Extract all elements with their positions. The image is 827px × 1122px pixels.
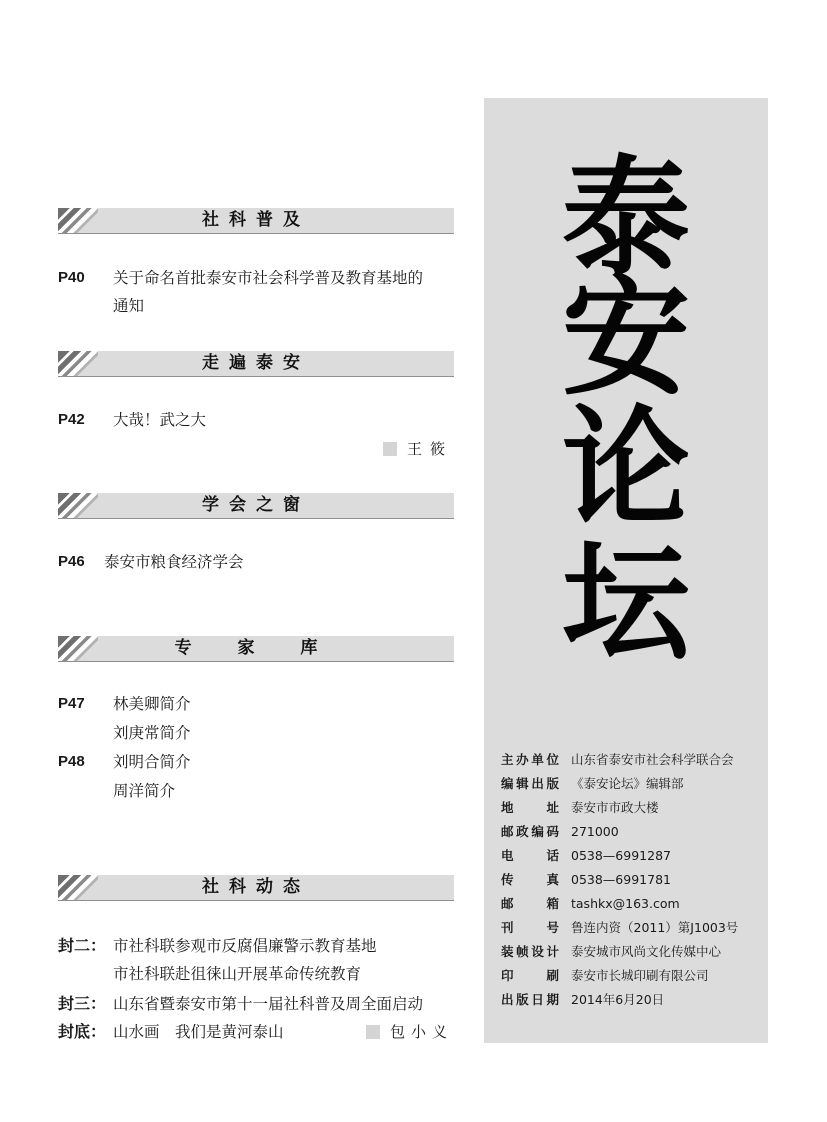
entry-title: 周洋简介 [113, 782, 176, 800]
toc-entry[interactable] [0, 748, 460, 806]
toc-entry[interactable] [0, 406, 460, 436]
square-marker-icon [383, 442, 397, 456]
cover-label: 封三： [58, 994, 107, 1013]
masthead-panel [484, 98, 768, 1043]
square-marker-icon [366, 1025, 380, 1039]
entry-title: 泰安市粮食经济学会 [104, 553, 244, 571]
section-header-society-window [58, 493, 454, 519]
entry-title: 林美卿简介 [113, 695, 191, 713]
page-number: P46 [58, 553, 85, 570]
masthead-char: 坛 [561, 528, 690, 678]
info-value: tashkx@163.com [571, 896, 680, 911]
info-label: 刊号 [501, 920, 559, 935]
info-row [501, 988, 766, 1012]
section-title: 社科普及 [202, 210, 310, 230]
author-name: 包小义 [389, 1023, 453, 1041]
info-label: 电话 [501, 848, 559, 863]
page-number: P48 [58, 753, 85, 770]
info-row [501, 964, 766, 988]
masthead-char: 安 [561, 263, 690, 413]
author-name: 王筱 [406, 440, 453, 458]
cover-text: 山水画 我们是黄河泰山 [113, 1023, 284, 1041]
info-row [501, 892, 766, 916]
entry-title: 刘庚常简介 [113, 724, 191, 742]
info-label: 编辑出版 [501, 776, 559, 791]
info-value: 0538—6991287 [571, 848, 671, 863]
info-value: 《泰安论坛》编辑部 [571, 776, 684, 791]
section-header-social-science [58, 208, 454, 234]
cover-text: 市社科联赴徂徕山开展革命传统教育 [113, 965, 362, 983]
info-value: 山东省泰安市社会科学联合会 [571, 752, 734, 767]
toc-entry[interactable] [0, 264, 460, 324]
info-value: 鲁连内资（2011）第J1003号 [571, 920, 739, 935]
info-value: 泰安城市风尚文化传媒中心 [571, 944, 722, 959]
info-label: 印刷 [501, 968, 559, 983]
section-header-news [58, 875, 454, 901]
toc-entry[interactable] [0, 548, 460, 578]
section-title: 专 家 库 [174, 638, 338, 658]
entry-title: 大哉！武之大 [113, 411, 207, 429]
info-value: 0538—6991781 [571, 872, 671, 887]
page-number: P40 [58, 269, 85, 286]
info-label: 邮箱 [501, 896, 559, 911]
info-label: 地址 [501, 800, 559, 815]
info-row [501, 748, 766, 772]
info-value: 2014年6月20日 [571, 992, 665, 1007]
info-label: 出版日期 [501, 992, 559, 1007]
info-label: 邮政编码 [501, 824, 559, 839]
info-label: 主办单位 [501, 752, 559, 767]
info-value: 271000 [571, 824, 619, 839]
info-row [501, 916, 766, 940]
entry-title: 关于命名首批泰安市社会科学普及教育基地的 [113, 269, 424, 287]
section-title: 学会之窗 [202, 495, 310, 515]
section-title: 走遍泰安 [202, 353, 310, 373]
info-row [501, 868, 766, 892]
cover-text: 山东省暨泰安市第十一届社科普及周全面启动 [113, 995, 424, 1013]
section-title: 社科动态 [202, 877, 310, 897]
cover-label: 封底： [58, 1022, 107, 1041]
info-row [501, 820, 766, 844]
page-number: P42 [58, 411, 85, 428]
cover-label: 封二： [58, 936, 107, 955]
masthead-char: 论 [561, 393, 690, 543]
section-header-tour-taian [58, 351, 454, 377]
author-credit [366, 1021, 453, 1042]
entry-title: 刘明合简介 [113, 753, 191, 771]
info-value: 泰安市长城印刷有限公司 [571, 968, 709, 983]
section-header-expert-pool [58, 636, 454, 662]
info-value: 泰安市市政大楼 [571, 800, 659, 815]
info-row [501, 844, 766, 868]
info-row [501, 940, 766, 964]
author-credit [383, 438, 453, 459]
page-number: P47 [58, 695, 85, 712]
cover-text: 市社科联参观市反腐倡廉警示教育基地 [113, 937, 377, 955]
info-row [501, 796, 766, 820]
toc-entry[interactable] [0, 690, 460, 748]
entry-title-continued: 通知 [113, 297, 145, 315]
info-label: 传真 [501, 872, 559, 887]
info-label: 装帧设计 [501, 944, 559, 959]
masthead-char: 泰 [561, 143, 690, 293]
info-row [501, 772, 766, 796]
